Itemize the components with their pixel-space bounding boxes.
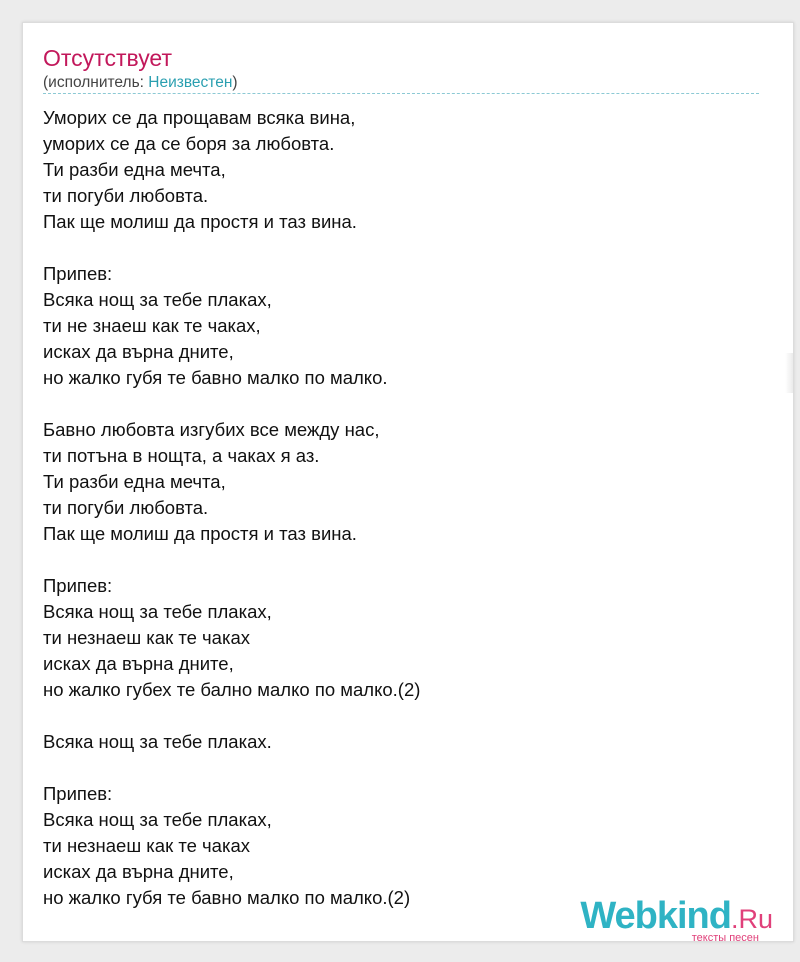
lyric-line: Припев: [43, 575, 113, 596]
lyric-line: но жалко губя те бавно малко по малко.(2) [43, 887, 411, 908]
artist-suffix: ) [232, 74, 238, 91]
lyrics-text [43, 105, 763, 911]
artist-link[interactable]: Неизвестен [148, 74, 233, 91]
card-edge-shadow [785, 353, 793, 393]
lyric-blank-line [43, 703, 763, 729]
artist-prefix: (исполнитель: [43, 74, 149, 91]
logo-tagline: тексты песен [691, 932, 759, 944]
lyric-line: Всяка нощ за тебе плаках, [43, 289, 272, 310]
lyrics-card [22, 22, 794, 942]
lyric-line: ти потъна в нощта, а чаках я аз. [43, 445, 320, 466]
lyric-line: Бавно любовта изгубих все между нас, [43, 419, 380, 440]
lyric-blank-line [43, 547, 763, 573]
lyric-line: Всяка нощ за тебе плаках. [43, 731, 272, 752]
lyric-blank-line [43, 755, 763, 781]
lyric-line: но жалко губя те бавно малко по малко. [43, 367, 388, 388]
lyric-line: Припев: [43, 263, 113, 284]
webkind-logo[interactable] [580, 895, 773, 944]
lyric-line: исках да върна дните, [43, 653, 234, 674]
artist-line [43, 74, 238, 92]
lyric-line: Припев: [43, 783, 113, 804]
lyric-line: ти незнаеш как те чаках [43, 835, 250, 856]
lyric-line: Ти разби една мечта, [43, 159, 226, 180]
lyric-line: ти незнаеш как те чаках [43, 627, 250, 648]
lyric-line: но жалко губех те бално малко по малко.(2) [43, 679, 421, 700]
lyric-line: Пак ще молиш да простя и таз вина. [43, 211, 357, 232]
lyric-line: Всяка нощ за тебе плаках, [43, 809, 272, 830]
lyric-line: ти погуби любовта. [43, 497, 209, 518]
lyric-line: Пак ще молиш да простя и таз вина. [43, 523, 357, 544]
lyric-line: исках да върна дните, [43, 861, 234, 882]
lyric-line: исках да върна дните, [43, 341, 234, 362]
logo-domain-text: .Ru [730, 904, 773, 934]
logo-main-text: Webkind [580, 895, 731, 937]
song-title: Отсутствует [43, 45, 172, 71]
lyric-blank-line [43, 391, 763, 417]
lyric-line: ти погуби любовта. [43, 185, 209, 206]
lyric-line: уморих се да се боря за любовта. [43, 133, 335, 154]
title-divider [43, 93, 759, 94]
lyric-line: Уморих се да прощавам всяка вина, [43, 107, 356, 128]
lyric-line: Всяка нощ за тебе плаках, [43, 601, 272, 622]
lyric-blank-line [43, 235, 763, 261]
lyric-line: Ти разби една мечта, [43, 471, 226, 492]
lyric-line: ти не знаеш как те чаках, [43, 315, 261, 336]
